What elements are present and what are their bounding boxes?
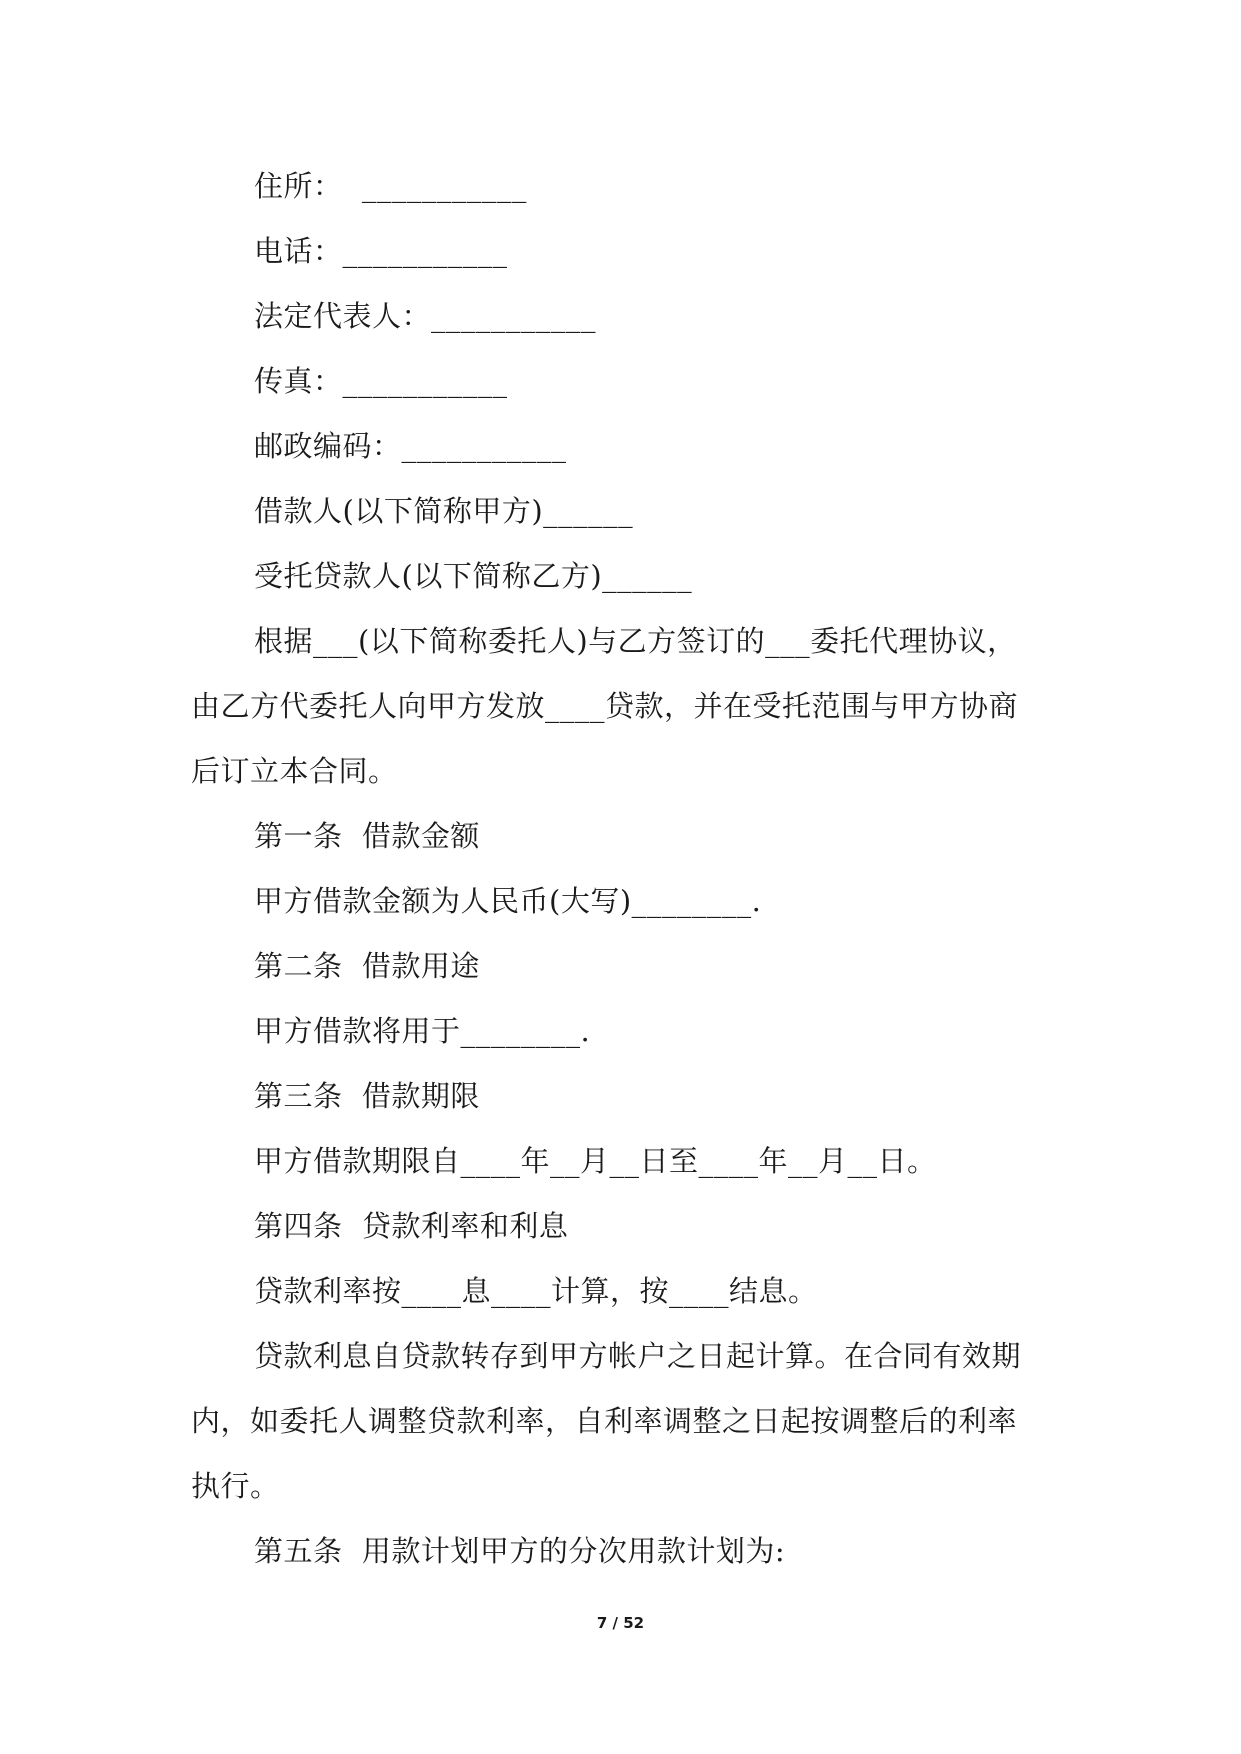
article-2-body: 甲方借款将用于________.: [254, 1014, 591, 1048]
preamble-line-2: 由乙方代委托人向甲方发放____贷款，并在受托范围与甲方协商: [191, 689, 1019, 723]
article-3-body: 甲方借款期限自____年__月__日至____年__月__日。: [254, 1144, 937, 1178]
party-b-line: 受托贷款人(以下简称乙方)______: [254, 559, 693, 593]
party-a-line: 借款人(以下简称甲方)______: [254, 494, 634, 528]
page-number: 7 / 52: [596, 1614, 645, 1632]
article-1-body: 甲方借款金额为人民币(大写)________.: [254, 884, 762, 918]
article-4-body-2-line-2: 内，如委托人调整贷款利率，自利率调整之日起按调整后的利率: [191, 1404, 1018, 1438]
field-fax: 传真：___________: [254, 364, 508, 398]
preamble-line-1: 根据___(以下简称委托人)与乙方签订的___委托代理协议，: [254, 624, 1017, 658]
field-legal-representative: 法定代表人：___________: [254, 299, 597, 333]
article-4-body-1: 贷款利率按____息____计算，按____结息。: [254, 1274, 818, 1308]
article-4-body-2-line-3: 执行。: [191, 1469, 280, 1503]
article-5-heading: 第五条 用款计划甲方的分次用款计划为:: [254, 1534, 786, 1568]
article-4-heading: 第四条 贷款利率和利息: [254, 1209, 569, 1243]
field-postal-code: 邮政编码：___________: [254, 429, 567, 463]
article-4-body-2-line-1: 贷款利息自贷款转存到甲方帐户之日起计算。在合同有效期: [254, 1339, 1022, 1373]
article-1-heading: 第一条 借款金额: [254, 819, 480, 853]
article-3-heading: 第三条 借款期限: [254, 1079, 480, 1113]
article-2-heading: 第二条 借款用途: [254, 949, 480, 983]
field-phone: 电话：___________: [254, 234, 508, 268]
preamble-line-3: 后订立本合同。: [191, 754, 398, 788]
field-address: 住所： ___________: [254, 169, 527, 203]
